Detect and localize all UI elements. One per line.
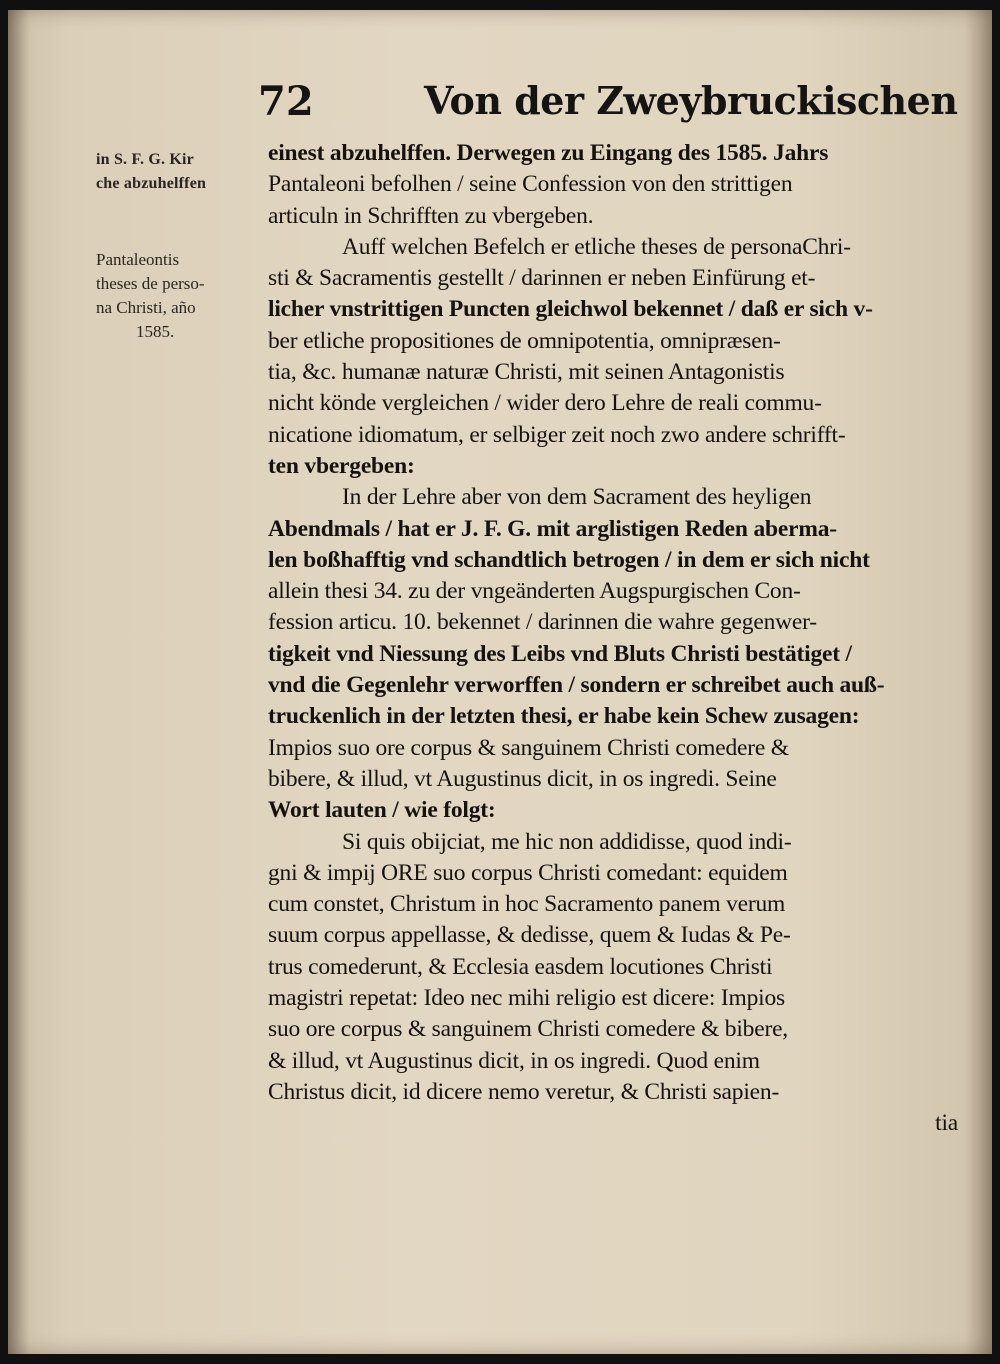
text-line: & illud, vt Augustinus dicit, in os ingredi. Quod enim: [268, 1047, 760, 1074]
text-line: Impios suo ore corpus & sanguinem Christi comedere &: [268, 734, 789, 761]
text-line: truckenlich in der letzten thesi, er habe kein Schew zusagen:: [268, 703, 860, 730]
text-line: Abendmals / hat er J. F. G. mit arglistigen Reden aberma-: [268, 515, 837, 542]
text-line: ten vbergeben:: [268, 452, 415, 479]
margin-note-line: Pantaleontis: [96, 250, 180, 269]
text-line: nicatione idiomatum, er selbiger zeit noch zwo andere schrifft-: [268, 421, 846, 448]
text-line: fession articu. 10. bekennet / darinnen die wahre gegenwer-: [268, 609, 817, 636]
margin-note-line: che abzuhelffen: [96, 175, 207, 192]
text-line: articuln in Schrifften zu vbergeben.: [268, 202, 594, 229]
text-line: In der Lehre aber von dem Sacrament des heyligen: [342, 484, 812, 511]
text-line: einest abzuhelffen. Derwegen zu Eingang des 1585. Jahrs: [268, 140, 829, 166]
margin-note-line: 1585.: [136, 322, 175, 341]
text-line: tigkeit vnd Niessung des Leibs vnd Bluts Christi bestätiget /: [268, 640, 852, 667]
margin-note-1: [96, 148, 261, 196]
text-line: Si quis obijciat, me hic non addidisse, quod indi-: [342, 828, 792, 855]
text-line: gni & impij ORE suo corpus Christi comedant: equidem: [268, 859, 788, 886]
text-line: ber etliche propositiones de omnipotentia, omnipræsen-: [268, 327, 781, 354]
text-line: vnd die Gegenlehr verworffen / sondern er schreibet auch auß-: [268, 672, 885, 699]
margin-note-line: in S. F. G. Kir: [96, 151, 194, 168]
text-line: Auff welchen Befelch er etliche theses de personaChri-: [342, 233, 851, 260]
text-line: len boßhafftig vnd schandtlich betrogen / in dem er sich nicht: [268, 546, 870, 573]
text-line: cum constet, Christum in hoc Sacramento panem verum: [268, 891, 786, 918]
text-line: licher vnstrittigen Puncten gleichwol bekennet / daß er sich v-: [268, 296, 873, 323]
body-text: [268, 138, 968, 1140]
margin-note-line: theses de perso-: [96, 274, 205, 293]
page-number: 72: [258, 78, 314, 125]
catchword: tia: [935, 1110, 958, 1137]
text-line: allein thesi 34. zu der vngeänderten Augspurgischen Con-: [268, 578, 801, 605]
page-header: [258, 78, 958, 138]
text-line: suo ore corpus & sanguinem Christi comedere & bibere,: [268, 1016, 788, 1043]
text-line: bibere, & illud, vt Augustinus dicit, in os ingredi. Seine: [268, 765, 777, 792]
text-line: Wort lauten / wie folgt:: [268, 797, 496, 824]
text-line: Christus dicit, id dicere nemo veretur, & Christi sapien-: [268, 1078, 780, 1105]
page-edge-shadow: [966, 10, 992, 1354]
margin-notes: [96, 148, 261, 374]
text-line: Pantaleoni befolhen / seine Confession von den strittigen: [268, 171, 793, 198]
running-head: Von der Zweybruckischen: [424, 78, 958, 123]
text-line: tia, &c. humanæ naturæ Christi, mit seinen Antagonistis: [268, 359, 785, 386]
text-line: nicht könde vergleichen / wider dero Lehre de reali commu-: [268, 390, 822, 417]
gutter-shadow: [8, 10, 30, 1354]
text-line: suum corpus appellasse, & dedisse, quem & Iudas & Pe-: [268, 922, 791, 949]
text-line: magistri repetat: Ideo nec mihi religio est dicere: Impios: [268, 985, 785, 1012]
margin-note-line: na Christi, año: [96, 298, 196, 317]
text-line: trus comederunt, & Ecclesia easdem locutiones Christi: [268, 953, 773, 980]
text-line: sti & Sacramentis gestellt / darinnen er neben Einfürung et-: [268, 265, 816, 292]
margin-note-2: [96, 248, 261, 344]
